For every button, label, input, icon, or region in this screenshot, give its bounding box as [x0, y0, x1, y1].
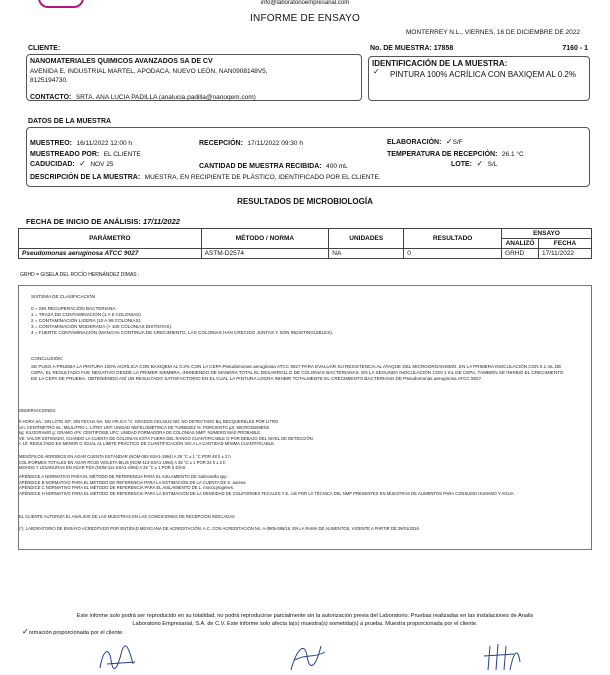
list-item: 1 = TRAZA DE CONTAMINACIÓN (1 A 9 COLONIAS). [31, 312, 142, 317]
col-analizo: ANALIZÓ [502, 239, 539, 249]
analysis-start [26, 217, 180, 226]
muestreo-label: MUESTREO: [30, 140, 72, 147]
list-item: 4 = FUERTE CONTAMINACIÓN (MANCHA CONTINUA DE CRECIMIENTO, LAS COLONIAS HAN CRECIDO JUNTAS Y SON INDISTINGUIBLES). [31, 330, 334, 335]
col-fecha: FECHA [539, 239, 592, 249]
desc-value: MUESTRA, EN RECIPIENTE DE PLÁSTICO, IDENTIFICADO POR EL CLIENTE. [144, 174, 381, 181]
list-item: 2 = CONTAMINACIÓN LIGERA (10 A 99 COLONIAS). [31, 318, 142, 323]
check-icon: ✓ [373, 67, 380, 76]
list-item: 0 = SIN RECUPERACIÓN BACTERIANA. [31, 306, 117, 311]
scale-title: SISTEMA DE CLASIFICACIÓN [31, 294, 96, 299]
list-item: < 10: RESULTADO ES MENOR O IGUAL AL LÍMITE PRÁCTICO DE CUANTIFICACIÓN VIO A LA CANTIDAD MÍNIMA CUANTIFICABLE. [19, 441, 276, 447]
scale-list [31, 306, 333, 336]
signature-icon [285, 640, 330, 672]
sample-id-box [368, 56, 590, 101]
cell-resultado: 0 [404, 249, 502, 259]
cantidad-label: CANTIDAD DE MUESTRA RECIBIDA: [199, 163, 322, 170]
cantidad-value: 400 mL [326, 163, 348, 170]
obs-title: OBSERVACIONES: [19, 408, 57, 413]
client-name: NANOMATERIALES QUIMICOS AVANZADOS SA DE CV [30, 58, 213, 65]
list-item: VE: VALOR ESTIMADO, CUANDO LA CUENTA DE COLONIAS ESTÁ FUERA DEL RANGO CUANTIFICABLE O POR DEBAJO DEL NIVEL DE DETECCIÓN [19, 435, 313, 441]
list-item: APÉNDICE C NORMATIVO PARA EL MÉTODO DE REFERENCIA PARA EL AISLAMIENTO DE L. monocytogenes. [19, 485, 235, 491]
client-note: EL CLIENTE AUTORIZA EL ANÁLISIS DE LAS MUESTRAS EN LAS CONDICIONES DE RECEPCIÓN INDICADAS [19, 514, 235, 519]
check-icon: ✓ [79, 159, 86, 168]
lote-field [451, 153, 497, 171]
check-icon: ✓ [22, 627, 29, 636]
caducidad-label: CADUCIDAD: [30, 161, 75, 168]
cell-fecha: 17/11/2022 [539, 249, 592, 259]
col-parametro: PARÁMETRO [19, 229, 202, 249]
desc-label: DESCRIPCIÓN DE LA MUESTRA: [30, 174, 141, 181]
list-item: MOHOS Y LEVADURAS EN AGAR PDA (NOM-111-SSA1-1994) A 25 °C ± 1 POR 5 DÍAS [19, 465, 186, 471]
elaboracion-value: S/F [452, 139, 463, 146]
lote-value: S/L [487, 161, 498, 168]
list-item: h:HORA S/L: SIN LOTE S/F: SIN FECHA NA: NO APLICA °C: GRADOS CELSIUS ND: NO DETECTADO Bq: BECQUERELES POR LITRO [19, 419, 279, 424]
elaboracion-label: ELABORACIÓN: [387, 139, 442, 146]
temp-label: TEMPERATURA DE RECEPCIÓN: [387, 151, 498, 158]
lote-label: LOTE: [451, 161, 472, 168]
abbrev-list [19, 419, 579, 447]
footer [18, 612, 592, 637]
list-item: kg: KILOGRAMO g: GRAMO cPs: CENTIPOISE UFC: UNIDAD FORMADORA DE COLONIAS NMP: NÚMERO MÁS PROBABLE [19, 430, 261, 436]
contact-value: SRTA. ANA LUCIA PADILLA (analucia.padilla@nanoqem.com) [75, 94, 256, 101]
muestreado-label: MUESTREADO POR: [30, 151, 100, 158]
check-icon: ✓ [476, 159, 484, 168]
signature-icon [480, 640, 525, 672]
conclusion-text: SE PUSO A PRUEBA LA PINTURA 100% ACRÍLICA CON BAXIQEM AL 0.2% CON LA CEPA Pseudomonas aeruginosa ATCC 9027 PARA EVALUAR SU RESISTENCIA AL ATAQUE DEL MICROORGANISMO. EN LA PRIMERA INOCULACIÓN CON 0.1 mL DE CEPA, EL RESULTADO FUE NEGATIVO DESDE LA PRIMER SIEMBRA, INHIBIENDO DE MANERA TOTAL EL DESARROLLO DE COLONIAS BACTERIANAS. EN LA SEGUNDA INOCULACIÓN CON 1 mL DE CEPA, TAMBIÉN SE INHIBIÓ EL CRECIMIENTO DE LA CEPA DE PRUEBA, OBTENIENDO ASÍ UN RESULTADO SATISFACTORIO EN EL CUAL LA PINTURA LOGRA INHIBIR TOTALMENTE EL CRECIMIENTO BACTERIANO DE Pseudomonas aeruginosa ATCC 9027. [31, 364, 564, 381]
client-box [26, 54, 362, 101]
cell-metodo: ASTM-D2574 [201, 249, 329, 259]
sample-code: 7160 - 1 [562, 45, 588, 52]
footer-line-3-text: ormación proporcionada por el cliente. [28, 630, 124, 636]
sample-data-label: DATOS DE LA MUESTRA [28, 118, 112, 125]
desc-field [30, 166, 381, 184]
footer-line-1: Este informe solo podrá ser reproducido en su totalidad, no podrá reproducirse parcialmente sin la autorización previa del Laboratorio. Pruebas realizadas en las instalaciones de Analis [76, 613, 534, 619]
check-icon: ✓ [445, 137, 453, 146]
sample-id-value: PINTURA 100% ACRÍLICA CON BAXIQEM AL 0.2% [390, 70, 576, 79]
list-item: 3 = CONTAMINACIÓN MODERADA (> 100 COLONIAS DISTINTAS). [31, 324, 173, 329]
col-unidades: UNIDADES [329, 229, 404, 249]
signature-icon [95, 640, 140, 672]
methods-list [19, 454, 579, 471]
recepcion-label: RECEPCIÓN: [199, 140, 243, 147]
caducidad-value: NOV 25 [90, 161, 114, 168]
recepcion-field [199, 132, 303, 150]
temp-value: 26.1 °C [501, 151, 524, 158]
list-item: APÉNDICE A NORMATIVO PARA EL MÉTODO DE REFERENCIA PARA EL AISLAMIENTO DE Salmonella spp. [19, 474, 228, 479]
cell-analizo: GRHD [502, 249, 539, 259]
document-title: INFORME DE ENSAYO [250, 13, 360, 24]
list-item: APÉNDICE H NORMATIVO PARA EL MÉTODO DE REFERENCIA PARA LA ESTIMACIÓN DE LA DENSIDAD DE COLIFORMES FECALES Y E. coli POR LA TÉCNICA DEL NMP PRESENTES EN MUESTRAS DE ALIMENTOS PARA CONSUMO HUMANO Y AGUA. [19, 490, 515, 496]
accreditation-note: (*), LABORATORIO DE ENSAYO ACREDITADO POR ENTIDAD MEXICANA DE ACREDITACIÓN, A.C. CON ACREDITACIÓN No. A-0905-086/16, EN LA RAMA DE ALIMENTOS, VIGENTE A PARTIR DE 29/01/2016. [19, 526, 420, 531]
conclusion-title: CONCLUSIÓN: [31, 356, 63, 361]
table-row [19, 249, 592, 259]
footer-line-2: Laboratorio Empresarial, S.A. de C.V. Este informe solo afecta la(s) muestra(s) sometida(s) a prueba. Muestra proporcionada por el cliente. [132, 621, 478, 627]
list-item: MESÓFILOS AEROBIOS EN AGAR CUENTA ESTÁNDAR (NOM-092-SSA1-1994) A 35 °C ± 1 °C POR 48 h ± 2 h [19, 454, 231, 459]
analysis-start-label: FECHA DE INICIO DE ANÁLISIS: [26, 217, 141, 226]
muestreado-value: EL CLIENTE [103, 151, 141, 158]
results-table [18, 228, 592, 259]
list-item: COLIFORMES TOTALES EN AGAR ROJO VIOLETA BILIS (NOM-113-SSA1-1994) A 35 °C ± 1 POR 24 h ± 2 h [19, 459, 226, 465]
analyst-note: GRHD = GISELA DEL ROCÍO HERNÁNDEZ DIMAS ; [20, 272, 140, 278]
col-ensayo: ENSAYO [502, 229, 592, 239]
client-contact [30, 86, 256, 104]
client-address: AVENIDA E, INDUSTRIAL MARTEL, APODACA, NUEVO LEÓN, NAN0908148V5, [30, 68, 268, 75]
list-item: APÉNDICE B NORMATIVO PARA EL MÉTODO DE REFERENCIA PARA LA ESTIMACIÓN DE LA CUENTA DE S. aureus. [19, 479, 247, 485]
client-label: CLIENTE: [28, 45, 61, 52]
col-metodo: MÉTODO / NORMA [201, 229, 329, 249]
cell-unidades: NA [329, 249, 404, 259]
contact-label: CONTACTO: [30, 94, 72, 101]
sample-number: No. DE MUESTRA: 17858 [370, 45, 454, 52]
footer-line-3 [18, 628, 592, 637]
notes-box [18, 285, 592, 550]
col-resultado: RESULTADO [404, 229, 502, 249]
list-item: cm: CENTÍMETRO mL: MILILITRO L: LITRO UNT: UNIDAD NEFELOMÉTRICA DE TURBIDEZ %: PORCIENTO µS: MICROSIEMENS [19, 424, 270, 430]
header-email: info@laboratorioempresarial.com [260, 0, 350, 6]
appendix-list [19, 474, 579, 496]
sample-data-box [26, 127, 590, 187]
analysis-start-date: 17/11/2022 [142, 217, 180, 226]
results-title: RESULTADOS DE MICROBIOLOGÍA [237, 197, 373, 206]
recepcion-value: 17/11/2022 09:30 h [247, 140, 303, 147]
client-phone: 8125194730. [30, 77, 68, 84]
report-date: MONTERREY N.L., VIERNES, 16 DE DICIEMBRE DE 2022 [406, 29, 580, 36]
cell-parametro: Pseudomonas aeruginosa ATCC 9027 [19, 249, 202, 259]
sample-id-label: IDENTIFICACIÓN DE LA MUESTRA: [372, 59, 508, 68]
muestreo-value: 16/11/2022 12:00 h [76, 140, 132, 147]
